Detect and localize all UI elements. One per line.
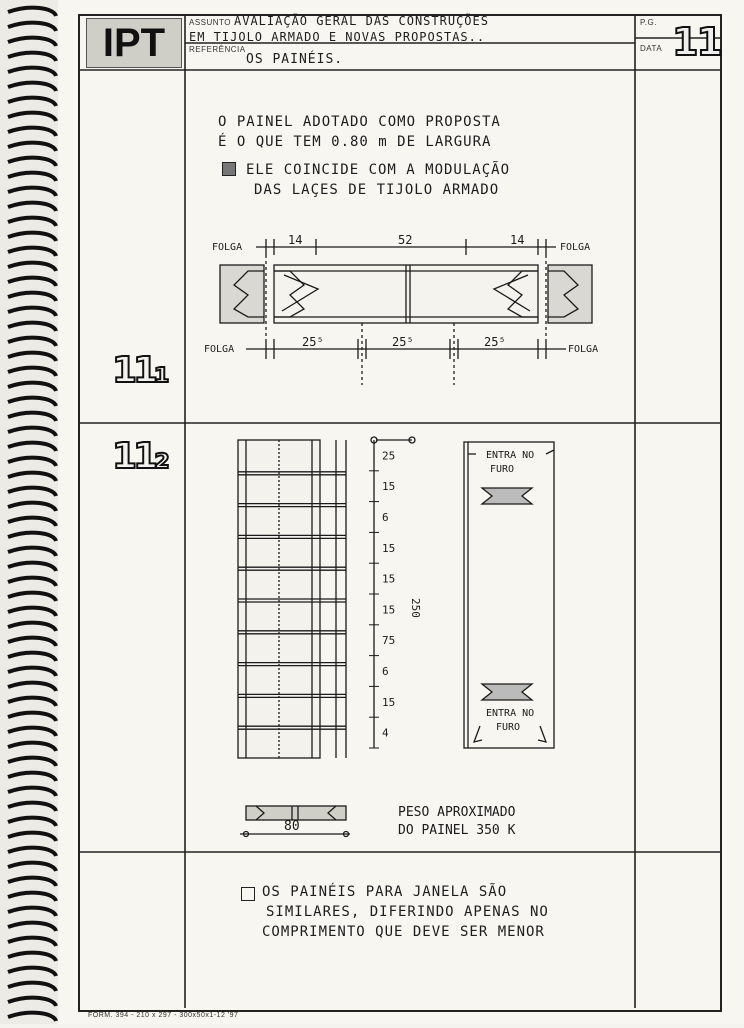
page-number: 11 (672, 20, 721, 64)
peso-line2: DO PAINEL 350 K (398, 823, 516, 838)
dim-bottom-25-3: 25⁵ (484, 335, 506, 349)
checkbox-bullet-windows (241, 887, 255, 901)
referencia-label: REFERÊNCIA (189, 45, 246, 54)
vertical-dim-label: 15 (382, 541, 396, 555)
side-label-250: 250 (409, 598, 422, 618)
folga-bottom-left: FOLGA (204, 344, 235, 355)
vertical-dim-label: 15 (382, 603, 396, 617)
folga-top-right: FOLGA (560, 242, 591, 253)
dim-top-52: 52 (398, 233, 413, 247)
width-dim-80: 80 (284, 819, 300, 834)
vertical-dim-label: 25 (382, 449, 396, 463)
dim-top-14-right: 14 (510, 233, 525, 247)
dim-top-14-left: 14 (288, 233, 303, 247)
ipt-logo (86, 18, 182, 68)
width-detail-section (246, 806, 346, 820)
vertical-dim-label: 6 (382, 511, 389, 524)
dim-bottom-25-1: 25⁵ (302, 335, 324, 349)
folga-top-left: FOLGA (212, 242, 243, 253)
proposal-line2: É O QUE TEM 0.80 m DE LARGURA (218, 134, 492, 150)
vertical-dim-label: 6 (382, 665, 389, 678)
page-label: P.G. (640, 18, 657, 27)
vertical-dim-label: 15 (382, 480, 396, 494)
referencia-value: OS PAINÉIS. (246, 52, 344, 67)
assunto-label: ASSUNTO (189, 18, 232, 27)
section-marker-11-2: 11₂ (112, 436, 166, 477)
entra-top-line2: FURO (490, 464, 515, 475)
entra-bottom-line2: FURO (496, 722, 521, 733)
bullet-line1: ELE COINCIDE COM A MODULAÇÃO (246, 162, 511, 178)
entra-top-line1: ENTRA NO (486, 450, 535, 461)
vertical-dim-label: 15 (382, 695, 396, 709)
panel-elevation (186, 430, 634, 850)
folga-bottom-right: FOLGA (568, 344, 599, 355)
connector-top (482, 488, 532, 504)
assunto-line1: AVALIAÇÃO GERAL DAS CONSTRUÇÕES (234, 14, 489, 28)
proposal-line1: O PAINEL ADOTADO COMO PROPOSTA (218, 114, 501, 130)
connector-bottom (482, 684, 532, 700)
bullet-line2: DAS LAÇES DE TIJOLO ARMADO (254, 182, 500, 198)
vertical-dim-label: 75 (382, 634, 396, 648)
entra-bottom-line1: ENTRA NO (486, 708, 535, 719)
windows-line2: SIMILARES, DIFERINDO APENAS NO (266, 904, 549, 920)
panel-cross-section (186, 225, 634, 415)
ipt-logo-text: IPT (102, 21, 166, 65)
assunto-line2: EM TIJOLO ARMADO E NOVAS PROPOSTAS.. (189, 30, 486, 44)
vertical-dim-label: 15 (382, 572, 396, 586)
windows-line1: OS PAINÉIS PARA JANELA SÃO (262, 884, 508, 900)
section-marker-11-1: 11₁ (112, 350, 166, 391)
form-code: FORM. 394 - 210 x 297 - 300x50x1-12 '97 (88, 1012, 239, 1019)
windows-line3: COMPRIMENTO QUE DEVE SER MENOR (262, 924, 545, 940)
vertical-dim-label: 4 (382, 726, 389, 740)
peso-line1: PESO APROXIMADO (398, 805, 516, 820)
dim-bottom-25-2: 25⁵ (392, 335, 414, 349)
data-label: DATA (640, 44, 663, 53)
checkbox-bullet (222, 162, 236, 176)
